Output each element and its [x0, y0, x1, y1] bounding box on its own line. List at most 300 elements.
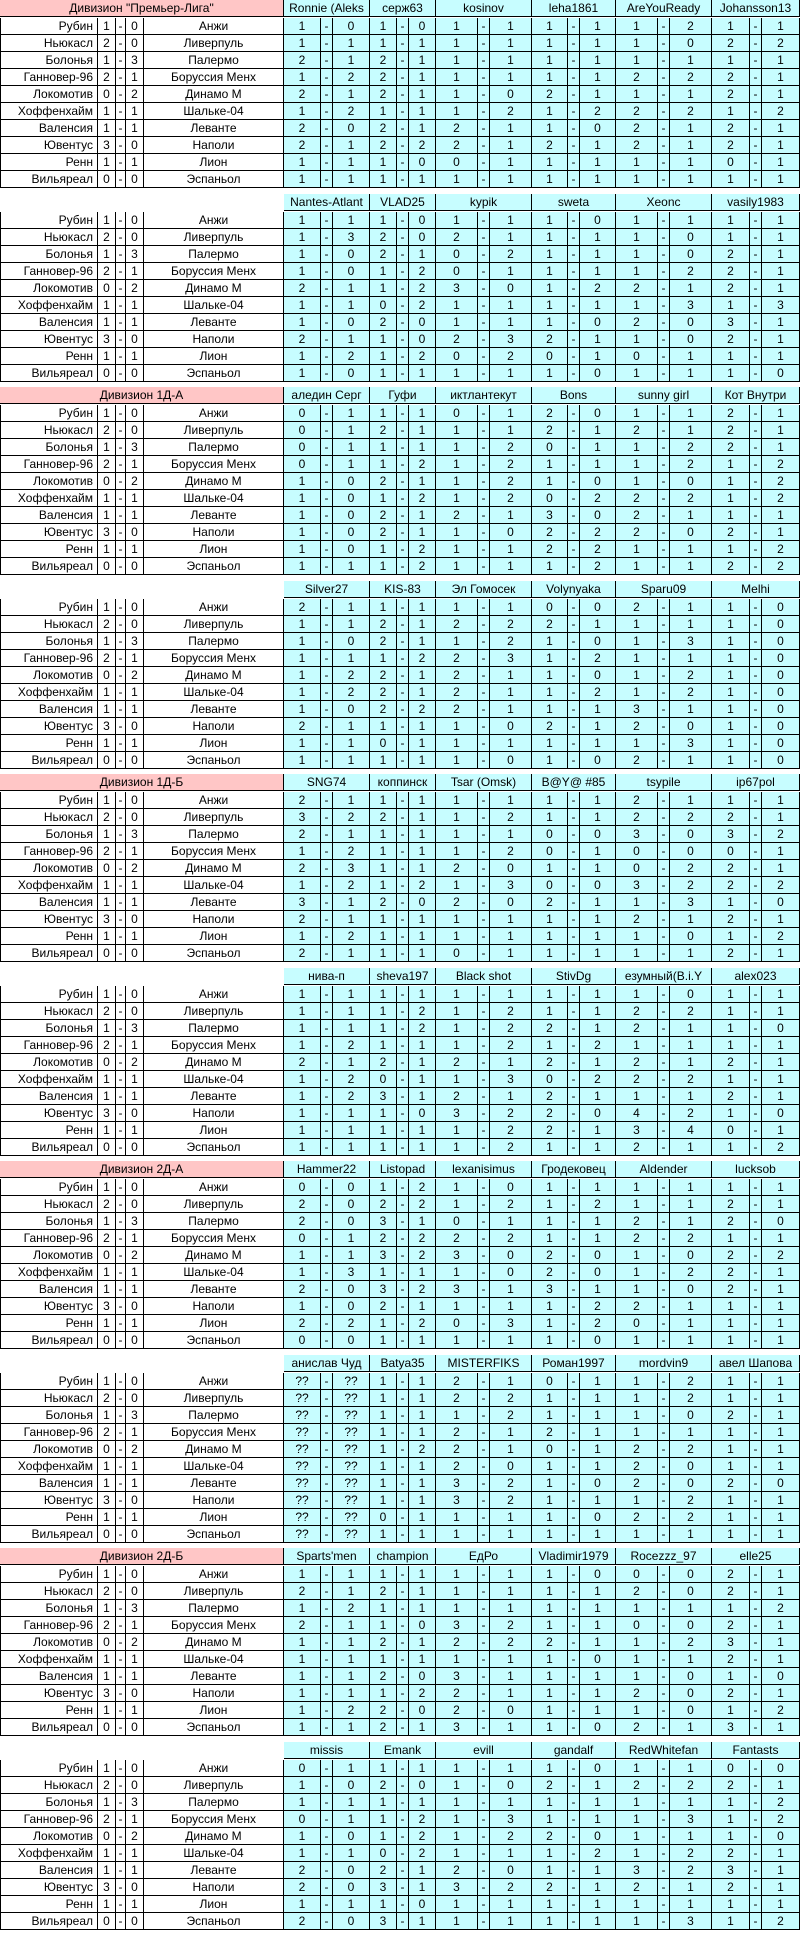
prediction-away: 1	[762, 1088, 800, 1105]
match-away: Динамо М	[144, 860, 284, 877]
prediction-dash: -	[568, 18, 580, 35]
prediction-away: 1	[762, 524, 800, 541]
prediction-away: 0	[490, 86, 532, 103]
prediction-dash: -	[568, 1634, 580, 1651]
match-hg: 0	[98, 1139, 116, 1156]
prediction-home: 2	[436, 894, 478, 911]
prediction-away: 0	[490, 280, 532, 297]
prediction-away: ??	[333, 1458, 370, 1475]
prediction-home: 3	[532, 1281, 568, 1298]
prediction-dash: -	[397, 792, 409, 809]
prediction-dash: -	[568, 1424, 580, 1441]
division-block	[0, 0, 800, 194]
prediction-away: 1	[762, 18, 800, 35]
match-away: Палермо	[144, 1407, 284, 1424]
prediction-dash: -	[321, 1373, 333, 1390]
prediction-dash: -	[750, 1896, 762, 1913]
prediction-dash: -	[750, 1390, 762, 1407]
score-dash: -	[116, 69, 126, 86]
prediction-away: 1	[490, 422, 532, 439]
prediction-home: 2	[284, 1862, 321, 1879]
score-dash: -	[116, 1913, 126, 1930]
prediction-dash: -	[397, 507, 409, 524]
prediction-home: 2	[370, 809, 397, 826]
prediction-away: 0	[670, 35, 712, 52]
prediction-home: 1	[712, 1230, 750, 1247]
prediction-dash: -	[568, 439, 580, 456]
prediction-home: 2	[370, 473, 397, 490]
prediction-home: 2	[370, 701, 397, 718]
match-away: Леванте	[144, 1281, 284, 1298]
prediction-dash: -	[750, 263, 762, 280]
prediction-home: 2	[532, 137, 568, 154]
prediction-home: 1	[436, 439, 478, 456]
prediction-dash: -	[397, 1760, 409, 1777]
prediction-home: 1	[284, 365, 321, 382]
prediction-away: 1	[762, 1458, 800, 1475]
prediction-dash: -	[658, 86, 670, 103]
match-hg: 1	[98, 52, 116, 69]
prediction-away: 1	[333, 616, 370, 633]
prediction-dash: -	[568, 86, 580, 103]
prediction-away: 2	[580, 103, 616, 120]
score-dash: -	[116, 986, 126, 1003]
prediction-dash: -	[568, 263, 580, 280]
prediction-home: 1	[370, 945, 397, 962]
prediction-dash: -	[658, 69, 670, 86]
prediction-dash: -	[397, 137, 409, 154]
prediction-home: 1	[616, 35, 658, 52]
score-dash: -	[116, 1407, 126, 1424]
prediction-dash: -	[321, 1685, 333, 1702]
prediction-away: 1	[333, 894, 370, 911]
prediction-home: 1	[712, 490, 750, 507]
prediction-dash: -	[397, 718, 409, 735]
match-home: Хоффенхайм	[0, 1264, 98, 1281]
match-home: Ювентус	[0, 137, 98, 154]
score-dash: -	[116, 809, 126, 826]
player-name-header: Volynyaka	[532, 581, 616, 598]
prediction-away: 1	[762, 422, 800, 439]
match-ag: 3	[126, 439, 144, 456]
prediction-away: 1	[333, 212, 370, 229]
match-hg: 2	[98, 1037, 116, 1054]
prediction-home: 1	[370, 1424, 397, 1441]
prediction-home: 0	[616, 843, 658, 860]
prediction-away: 1	[490, 792, 532, 809]
prediction-home: 1	[284, 701, 321, 718]
prediction-away: 1	[762, 1896, 800, 1913]
prediction-away: 3	[762, 297, 800, 314]
match-away: Ливерпуль	[144, 1196, 284, 1213]
prediction-home: 0	[436, 263, 478, 280]
prediction-home: 1	[616, 473, 658, 490]
match-ag: 1	[126, 69, 144, 86]
prediction-dash: -	[658, 1600, 670, 1617]
prediction-home: 3	[436, 1105, 478, 1122]
player-name-header: Гродековец	[532, 1161, 616, 1178]
prediction-home: 1	[370, 792, 397, 809]
prediction-home: 1	[712, 928, 750, 945]
prediction-home: 1	[370, 1458, 397, 1475]
prediction-home: 1	[284, 18, 321, 35]
prediction-home: 2	[712, 331, 750, 348]
prediction-home: 1	[436, 1407, 478, 1424]
prediction-home: 0	[712, 1122, 750, 1139]
prediction-home: 1	[532, 280, 568, 297]
match-home: Вильяреал	[0, 752, 98, 769]
prediction-away: ??	[333, 1526, 370, 1543]
prediction-home: 1	[370, 1617, 397, 1634]
match-home: Рубин	[0, 599, 98, 616]
prediction-home: 2	[532, 422, 568, 439]
match-home: Локомотив	[0, 1634, 98, 1651]
prediction-home: 1	[436, 1179, 478, 1196]
prediction-away: 1	[490, 1526, 532, 1543]
prediction-dash: -	[658, 473, 670, 490]
prediction-away: 1	[409, 1583, 436, 1600]
prediction-home: 1	[436, 1264, 478, 1281]
prediction-away: 0	[580, 405, 616, 422]
prediction-away: 2	[670, 103, 712, 120]
prediction-away: 0	[409, 894, 436, 911]
prediction-dash: -	[750, 843, 762, 860]
prediction-away: 1	[762, 154, 800, 171]
match-home: Ренн	[0, 1896, 98, 1913]
score-dash: -	[116, 1811, 126, 1828]
prediction-home: 1	[712, 1139, 750, 1156]
match-away: Леванте	[144, 894, 284, 911]
score-dash: -	[116, 1651, 126, 1668]
prediction-home: 2	[284, 1054, 321, 1071]
prediction-home: 1	[284, 1777, 321, 1794]
prediction-away: 0	[490, 860, 532, 877]
prediction-dash: -	[397, 1600, 409, 1617]
prediction-away: 2	[490, 633, 532, 650]
prediction-away: 1	[333, 1230, 370, 1247]
prediction-away: 1	[409, 1566, 436, 1583]
prediction-dash: -	[321, 1845, 333, 1862]
prediction-home: ??	[284, 1475, 321, 1492]
prediction-away: 1	[333, 86, 370, 103]
prediction-away: 1	[670, 1424, 712, 1441]
prediction-dash: -	[658, 1526, 670, 1543]
prediction-dash: -	[321, 986, 333, 1003]
prediction-away: 1	[670, 1332, 712, 1349]
prediction-away: 1	[580, 439, 616, 456]
match-hg: 0	[98, 473, 116, 490]
prediction-dash: -	[658, 103, 670, 120]
prediction-home: 1	[436, 1332, 478, 1349]
prediction-home: 1	[616, 1794, 658, 1811]
prediction-away: 1	[490, 18, 532, 35]
prediction-away: 1	[762, 1566, 800, 1583]
prediction-away: 1	[580, 35, 616, 52]
match-home: Хоффенхайм	[0, 297, 98, 314]
division-block	[0, 387, 800, 581]
prediction-away: 1	[409, 911, 436, 928]
prediction-home: 2	[436, 137, 478, 154]
prediction-home: 1	[370, 718, 397, 735]
prediction-away: 2	[670, 1509, 712, 1526]
prediction-home: ??	[284, 1424, 321, 1441]
prediction-dash: -	[397, 843, 409, 860]
prediction-home: 1	[616, 986, 658, 1003]
prediction-dash: -	[750, 1071, 762, 1088]
prediction-home: 1	[436, 1071, 478, 1088]
prediction-dash: -	[397, 809, 409, 826]
prediction-away: 1	[490, 1281, 532, 1298]
match-hg: 2	[98, 1617, 116, 1634]
prediction-home: 2	[370, 894, 397, 911]
prediction-away: 1	[580, 718, 616, 735]
match-home: Ювентус	[0, 718, 98, 735]
prediction-home: 1	[436, 35, 478, 52]
prediction-home: 2	[712, 263, 750, 280]
prediction-dash: -	[568, 1264, 580, 1281]
prediction-dash: -	[568, 154, 580, 171]
prediction-away: 1	[580, 331, 616, 348]
prediction-dash: -	[750, 1088, 762, 1105]
prediction-away: 2	[762, 558, 800, 575]
prediction-away: 1	[333, 1054, 370, 1071]
match-ag: 1	[126, 1122, 144, 1139]
prediction-home: 1	[284, 103, 321, 120]
prediction-home: 3	[370, 1879, 397, 1896]
prediction-away: 1	[490, 1213, 532, 1230]
score-dash: -	[116, 1828, 126, 1845]
match-hg: 1	[98, 1475, 116, 1492]
prediction-home: 2	[616, 69, 658, 86]
prediction-home: 3	[436, 1247, 478, 1264]
score-dash: -	[116, 120, 126, 137]
prediction-away: 1	[580, 1122, 616, 1139]
prediction-away: 1	[490, 599, 532, 616]
prediction-away: 0	[670, 246, 712, 263]
prediction-home: 0	[370, 735, 397, 752]
prediction-away: 2	[409, 1247, 436, 1264]
prediction-away: 1	[409, 1651, 436, 1668]
score-dash: -	[116, 490, 126, 507]
prediction-home: 2	[284, 1879, 321, 1896]
prediction-dash: -	[658, 1617, 670, 1634]
prediction-away: 1	[409, 1122, 436, 1139]
prediction-away: 1	[409, 1332, 436, 1349]
match-hg: 2	[98, 229, 116, 246]
prediction-dash: -	[478, 1475, 490, 1492]
prediction-dash: -	[750, 439, 762, 456]
match-ag: 0	[126, 1685, 144, 1702]
prediction-home: 2	[436, 667, 478, 684]
prediction-away: 1	[762, 1230, 800, 1247]
prediction-away: 1	[762, 507, 800, 524]
match-ag: 0	[126, 1196, 144, 1213]
match-home: Хоффенхайм	[0, 1458, 98, 1475]
prediction-dash: -	[568, 1458, 580, 1475]
prediction-dash: -	[568, 473, 580, 490]
prediction-home: 1	[436, 1196, 478, 1213]
prediction-home: 3	[436, 1492, 478, 1509]
match-ag: 2	[126, 1054, 144, 1071]
prediction-home: 1	[712, 718, 750, 735]
prediction-home: 1	[532, 1332, 568, 1349]
prediction-dash: -	[321, 616, 333, 633]
player-name-header: Sparu09	[616, 581, 712, 598]
prediction-away: 0	[333, 473, 370, 490]
prediction-home: 1	[616, 1196, 658, 1213]
prediction-home: 2	[616, 792, 658, 809]
prediction-home: 3	[436, 280, 478, 297]
prediction-away: 2	[409, 541, 436, 558]
prediction-home: 2	[616, 1139, 658, 1156]
prediction-home: 2	[616, 752, 658, 769]
prediction-away: 0	[409, 1702, 436, 1719]
prediction-away: 2	[409, 877, 436, 894]
prediction-away: 0	[670, 843, 712, 860]
prediction-home: 3	[616, 1862, 658, 1879]
prediction-home: 1	[532, 1617, 568, 1634]
prediction-away: 1	[670, 616, 712, 633]
prediction-away: 3	[490, 1315, 532, 1332]
prediction-home: 1	[436, 1139, 478, 1156]
prediction-dash: -	[321, 633, 333, 650]
prediction-away: 3	[670, 894, 712, 911]
prediction-dash: -	[568, 1600, 580, 1617]
prediction-dash: -	[750, 1037, 762, 1054]
prediction-home: 1	[436, 633, 478, 650]
prediction-away: 2	[333, 1071, 370, 1088]
prediction-away: 2	[580, 490, 616, 507]
prediction-home: 1	[284, 1600, 321, 1617]
player-name-header: Rocezzz_97	[616, 1548, 712, 1565]
prediction-dash: -	[478, 348, 490, 365]
prediction-home: 1	[284, 1896, 321, 1913]
match-ag: 0	[126, 616, 144, 633]
prediction-away: 2	[490, 843, 532, 860]
match-ag: 0	[126, 171, 144, 188]
prediction-home: 2	[436, 1390, 478, 1407]
prediction-dash: -	[478, 599, 490, 616]
prediction-away: ??	[333, 1509, 370, 1526]
prediction-dash: -	[658, 171, 670, 188]
prediction-home: 1	[616, 1492, 658, 1509]
prediction-dash: -	[568, 701, 580, 718]
prediction-home: 2	[436, 1230, 478, 1247]
prediction-dash: -	[397, 1105, 409, 1122]
prediction-dash: -	[658, 524, 670, 541]
prediction-home: 1	[712, 473, 750, 490]
prediction-home: 1	[436, 1896, 478, 1913]
match-ag: 2	[126, 280, 144, 297]
match-away: Лион	[144, 348, 284, 365]
prediction-dash: -	[750, 507, 762, 524]
prediction-home: 2	[616, 1719, 658, 1736]
prediction-dash: -	[478, 212, 490, 229]
prediction-home: 1	[436, 1828, 478, 1845]
prediction-home: 1	[284, 314, 321, 331]
prediction-dash: -	[478, 1794, 490, 1811]
prediction-away: 1	[580, 263, 616, 280]
prediction-dash: -	[321, 1281, 333, 1298]
prediction-home: 2	[532, 1879, 568, 1896]
match-ag: 0	[126, 1373, 144, 1390]
match-home: Болонья	[0, 1600, 98, 1617]
prediction-home: 1	[436, 473, 478, 490]
prediction-home: 2	[616, 1020, 658, 1037]
match-home: Ньюкасл	[0, 1777, 98, 1794]
prediction-dash: -	[321, 684, 333, 701]
prediction-away: 2	[670, 1777, 712, 1794]
match-ag: 3	[126, 633, 144, 650]
prediction-away: 1	[580, 1862, 616, 1879]
prediction-away: 2	[670, 1230, 712, 1247]
match-hg: 3	[98, 1685, 116, 1702]
prediction-home: 1	[284, 1264, 321, 1281]
match-hg: 0	[98, 1828, 116, 1845]
prediction-dash: -	[478, 456, 490, 473]
prediction-away: 0	[409, 1668, 436, 1685]
prediction-away: 2	[580, 1071, 616, 1088]
match-away: Шальке-04	[144, 1071, 284, 1088]
prediction-away: 2	[333, 348, 370, 365]
prediction-away: 0	[333, 1281, 370, 1298]
prediction-dash: -	[397, 1407, 409, 1424]
prediction-dash: -	[658, 667, 670, 684]
match-away: Анжи	[144, 792, 284, 809]
prediction-dash: -	[397, 1281, 409, 1298]
match-home: Вильяреал	[0, 1139, 98, 1156]
prediction-home: 1	[616, 365, 658, 382]
prediction-away: 1	[580, 1281, 616, 1298]
match-away: Палермо	[144, 1794, 284, 1811]
match-away: Анжи	[144, 599, 284, 616]
prediction-home: 1	[436, 1913, 478, 1930]
prediction-dash: -	[750, 246, 762, 263]
prediction-away: 0	[490, 752, 532, 769]
prediction-dash: -	[750, 1020, 762, 1037]
prediction-home: 2	[616, 490, 658, 507]
prediction-dash: -	[321, 945, 333, 962]
prediction-away: 2	[409, 1003, 436, 1020]
prediction-dash: -	[397, 1526, 409, 1543]
match-away: Анжи	[144, 1179, 284, 1196]
prediction-home: 1	[284, 1298, 321, 1315]
prediction-home: 1	[712, 633, 750, 650]
prediction-home: 1	[436, 1122, 478, 1139]
prediction-home: ??	[284, 1509, 321, 1526]
prediction-home: 0	[436, 1213, 478, 1230]
match-ag: 1	[126, 103, 144, 120]
player-name-header: Vladimir1979	[532, 1548, 616, 1565]
score-dash: -	[116, 1196, 126, 1213]
prediction-away: 1	[333, 945, 370, 962]
match-ag: 2	[126, 667, 144, 684]
prediction-home: 1	[370, 1492, 397, 1509]
prediction-home: 0	[284, 1179, 321, 1196]
prediction-home: 3	[436, 1719, 478, 1736]
prediction-home: 1	[436, 18, 478, 35]
prediction-dash: -	[658, 792, 670, 809]
prediction-away: 1	[409, 928, 436, 945]
prediction-away: 1	[409, 365, 436, 382]
prediction-away: 1	[490, 1685, 532, 1702]
player-name-header: Hammer22	[284, 1161, 370, 1178]
match-hg: 1	[98, 633, 116, 650]
prediction-dash: -	[658, 633, 670, 650]
prediction-home: 2	[436, 1634, 478, 1651]
score-dash: -	[116, 1122, 126, 1139]
division-block	[0, 1548, 800, 1742]
